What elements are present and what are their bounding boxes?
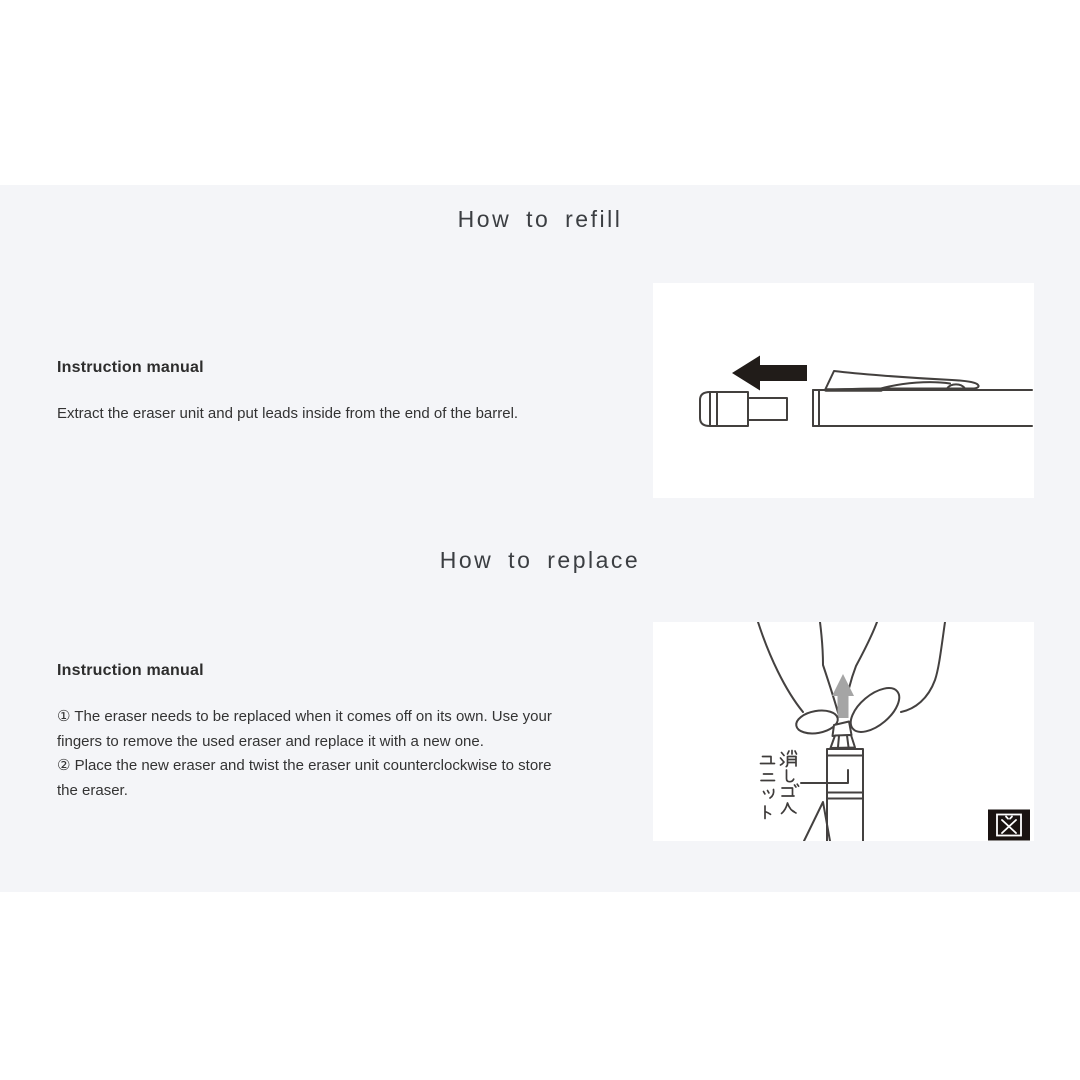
- refill-manual-title: Instruction manual: [57, 359, 204, 376]
- replace-step-1: ① The eraser needs to be replaced when it comes off on its own. Use your fingers to remove the used eraser and replace it with a new one.: [57, 708, 552, 750]
- eraser-piece: [833, 722, 852, 737]
- refill-section-heading: How to refill: [457, 206, 623, 232]
- part-label-vertical: [761, 751, 799, 819]
- replace-section-heading: How to replace: [439, 547, 641, 573]
- pencil-body: [801, 736, 863, 842]
- replace-text-column: [57, 662, 573, 803]
- eraser-unit-cap: [700, 392, 787, 426]
- hand-outline: [758, 622, 945, 716]
- figure-badge: [988, 810, 1030, 841]
- eraser-collar: [831, 735, 856, 748]
- refill-instruction-text: Extract the eraser unit and put leads inside from the end of the barrel.: [57, 405, 519, 422]
- refill-illustration: [653, 283, 1034, 498]
- replace-diagram: [653, 622, 1034, 841]
- index-fingernail: [843, 680, 907, 740]
- replace-manual-title: Instruction manual: [57, 662, 204, 679]
- replace-illustration: [653, 622, 1034, 841]
- refill-diagram: [653, 283, 1034, 498]
- pencil-clip: [825, 371, 979, 390]
- pencil-barrel: [813, 390, 1032, 426]
- left-arrow-icon: [732, 356, 807, 391]
- refill-text-column: [57, 359, 573, 427]
- replace-step-2: ② Place the new eraser and twist the eraser unit counterclockwise to store the eraser.: [57, 757, 552, 799]
